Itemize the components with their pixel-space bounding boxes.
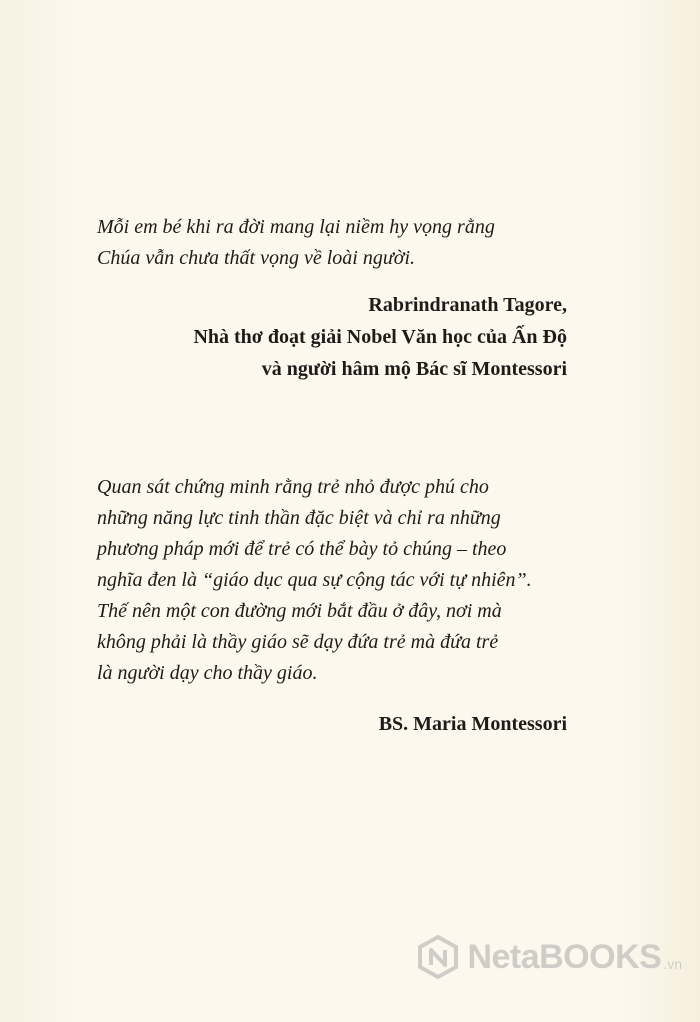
attribution-line: Nhà thơ đoạt giải Nobel Văn học của Ấn Độ [193, 326, 567, 348]
attribution-montessori [379, 708, 567, 740]
watermark-suffix: .vn [663, 956, 682, 972]
quote-line: Mỗi em bé khi ra đời mang lại niềm hy vọng rằng [97, 216, 495, 238]
quote-line: phương pháp mới để trẻ có thể bày tỏ chúng – theo [97, 538, 507, 560]
quote-line: Chúa vẫn chưa thất vọng về loài người. [97, 247, 415, 269]
quote-line: nghĩa đen là “giáo dục qua sự cộng tác với tự nhiên”. [97, 569, 532, 591]
quote-montessori [97, 472, 567, 689]
watermark [415, 934, 682, 980]
attribution-name: BS. Maria Montessori [378, 713, 567, 735]
watermark-brand: NetaBOOKS [467, 937, 662, 976]
quote-line: Quan sát chứng minh rằng trẻ nhỏ được phú cho [97, 476, 489, 498]
attribution-line: và người hâm mộ Bác sĩ Montessori [261, 358, 567, 380]
attribution-tagore [193, 289, 567, 385]
quote-line: là người dạy cho thầy giáo. [97, 662, 318, 684]
netabooks-logo-icon [415, 934, 461, 980]
quote-line: Thế nên một con đường mới bắt đầu ở đây, nơi mà [97, 600, 502, 622]
quote-line: những năng lực tinh thần đặc biệt và chỉ ra những [97, 507, 501, 529]
quote-line: không phải là thầy giáo sẽ dạy đứa trẻ mà đứa trẻ [97, 631, 499, 653]
quote-tagore [97, 212, 567, 274]
attribution-name: Rabrindranath Tagore, [368, 294, 567, 316]
